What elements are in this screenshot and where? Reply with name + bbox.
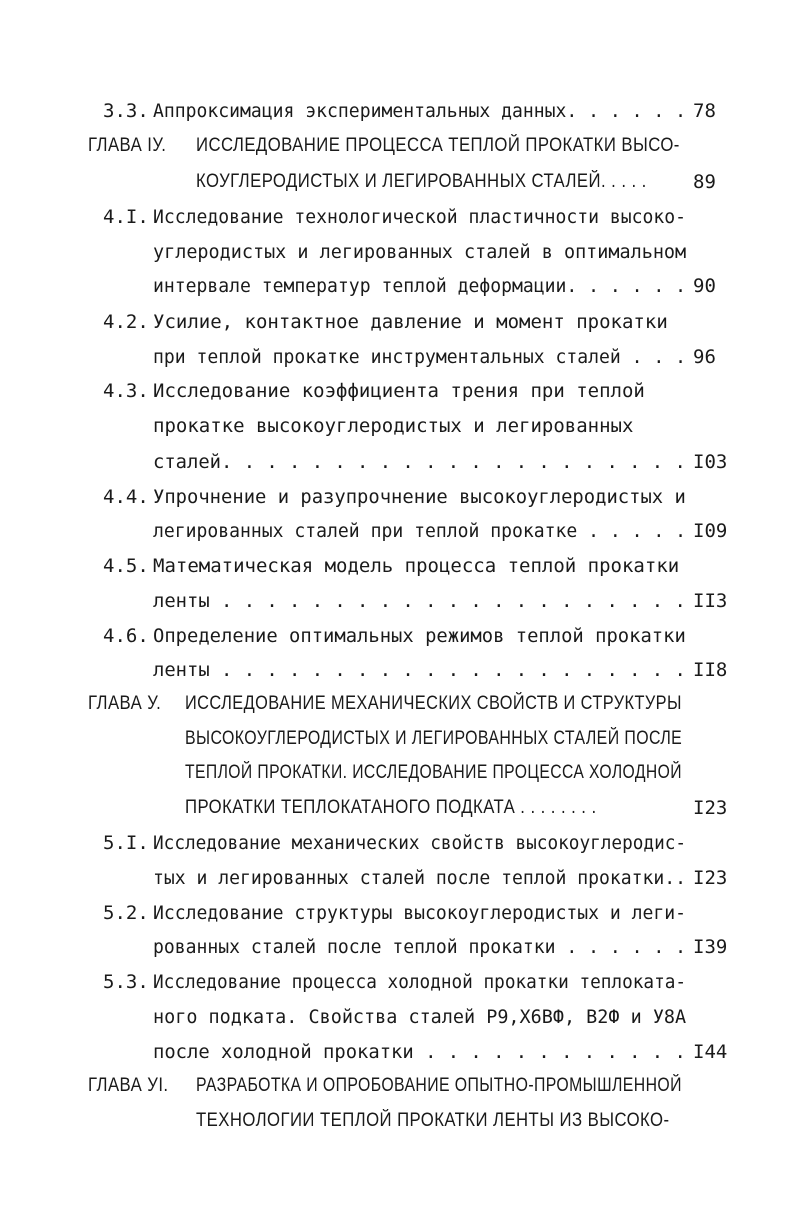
page-number: 96 bbox=[693, 346, 716, 368]
entry-title: Математическая модель процесса теплой прокатки bbox=[153, 555, 680, 577]
page-number: I39 bbox=[693, 936, 728, 958]
chapter-title: ИССЛЕДОВАНИЕ ПРОЦЕССА ТЕПЛОЙ ПРОКАТКИ ВЫСО- bbox=[196, 135, 680, 156]
entry-title: Исследование коэффициента трения при теплой bbox=[153, 380, 645, 402]
chapter-title: ВЫСОКОУГЛЕРОДИСТЫХ И ЛЕГИРОВАННЫХ СТАЛЕЙ ПОСЛЕ bbox=[185, 728, 683, 749]
entry-title: сталей. . . . . . . . . . . . . . . . . . . . . bbox=[153, 451, 686, 473]
entry-title: углеродистых и легированных сталей в оптимальном bbox=[153, 241, 687, 263]
entry-title: Исследование процесса холодной прокатки теплоката- bbox=[153, 971, 687, 993]
entry-title: Исследование механических свойств высокоуглеродис- bbox=[153, 832, 687, 854]
entry-number: 4.I. bbox=[103, 206, 149, 228]
chapter-title: ТЕПЛОЙ ПРОКАТКИ. ИССЛЕДОВАНИЕ ПРОЦЕССА ХОЛОДНОЙ bbox=[185, 762, 682, 783]
page-number: 90 bbox=[693, 275, 716, 297]
entry-title: после холодной прокатки . . . . . . . . . . . . bbox=[153, 1041, 686, 1063]
chapter-title: КОУГЛЕРОДИСТЫХ И ЛЕГИРОВАННЫХ СТАЛЕЙ. . . . . bbox=[196, 171, 647, 192]
entry-number: 3.3. bbox=[103, 100, 149, 122]
entry-title: Усилие, контактное давление и момент прокатки bbox=[153, 311, 668, 333]
entry-title: Упрочнение и разупрочнение высокоуглеродистых и bbox=[153, 486, 686, 508]
entry-number: 5.2. bbox=[103, 902, 149, 924]
entry-title: Исследование структуры высокоуглеродистых и леги- bbox=[153, 902, 687, 924]
entry-number: 4.2. bbox=[103, 311, 149, 333]
chapter-label: ГЛАВА УI. bbox=[88, 1075, 169, 1096]
entry-title: Определение оптимальных режимов теплой прокатки bbox=[153, 625, 686, 647]
entry-title: Аппроксимация экспериментальных данных. . . . . . bbox=[153, 100, 687, 122]
page-number: I23 bbox=[693, 797, 728, 819]
page-number: II8 bbox=[693, 659, 728, 681]
entry-number: 5.3. bbox=[103, 971, 149, 993]
page-number: 89 bbox=[693, 171, 716, 193]
entry-title: ного подката. Свойства сталей Р9,Х6ВФ, В2Ф и У8А bbox=[153, 1006, 687, 1028]
entry-number: 5.I. bbox=[103, 832, 149, 854]
page-number: I03 bbox=[693, 451, 728, 473]
page-number: I23 bbox=[693, 867, 728, 889]
entry-number: 4.5. bbox=[103, 555, 149, 577]
entry-title: ленты . . . . . . . . . . . . . . . . . . . . . bbox=[153, 590, 686, 612]
page-number: II3 bbox=[693, 590, 728, 612]
chapter-label: ГЛАВА У. bbox=[88, 693, 162, 714]
page-number: I09 bbox=[693, 520, 728, 542]
entry-number: 4.4. bbox=[103, 486, 149, 508]
chapter-title: ТЕХНОЛОГИИ ТЕПЛОЙ ПРОКАТКИ ЛЕНТЫ ИЗ ВЫСОКО- bbox=[196, 1110, 670, 1131]
chapter-title: ИССЛЕДОВАНИЕ МЕХАНИЧЕСКИХ СВОЙСТВ И СТРУКТУРЫ bbox=[185, 693, 682, 714]
entry-title: легированных сталей при теплой прокатке . . . . . bbox=[153, 520, 687, 542]
entry-title: прокатке высокоуглеродистых и легированных bbox=[153, 415, 634, 437]
entry-number: 4.3. bbox=[103, 380, 149, 402]
page-number: I44 bbox=[693, 1041, 728, 1063]
entry-title: при теплой прокатке инструментальных сталей . . . bbox=[153, 346, 687, 368]
entry-title: тых и легированных сталей после теплой прокатки.. bbox=[153, 867, 687, 889]
entry-title: Исследование технологической пластичности высоко- bbox=[153, 206, 687, 228]
entry-number: 4.6. bbox=[103, 625, 149, 647]
page-number: 78 bbox=[693, 100, 716, 122]
chapter-title: ПРОКАТКИ ТЕПЛОКАТАНОГО ПОДКАТА . . . . . . . . bbox=[185, 797, 597, 818]
entry-title: интервале температур теплой деформации. . . . . . bbox=[153, 275, 687, 297]
entry-title: ленты . . . . . . . . . . . . . . . . . . . . . bbox=[153, 659, 686, 681]
entry-title: рованных сталей после теплой прокатки . . . . . . bbox=[153, 936, 687, 958]
chapter-label: ГЛАВА IУ. bbox=[88, 135, 167, 156]
chapter-title: РАЗРАБОТКА И ОПРОБОВАНИЕ ОПЫТНО-ПРОМЫШЛЕННОЙ bbox=[196, 1075, 682, 1096]
